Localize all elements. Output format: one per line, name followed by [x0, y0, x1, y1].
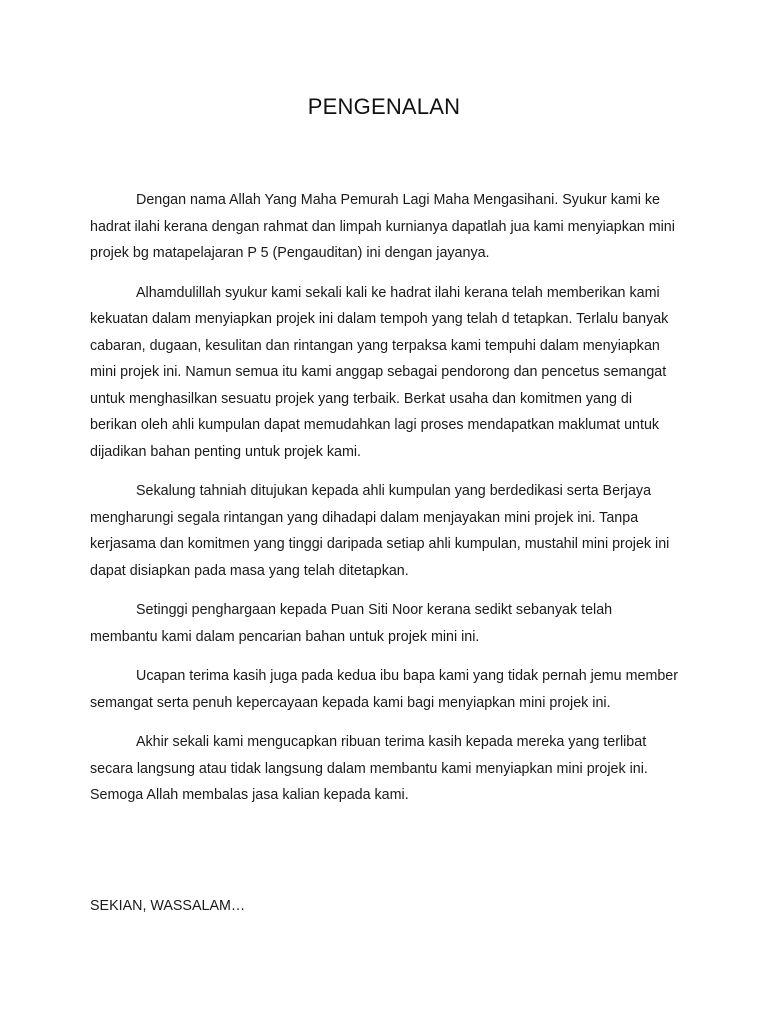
paragraph-5: Ucapan terima kasih juga pada kedua ibu bapa kami yang tidak pernah jemu member semangat serta penuh kepercayaan kepada kami bagi menyiapkan mini projek ini. — [90, 668, 679, 711]
paragraph-4: Setinggi penghargaan kepada Puan Siti Noor kerana sedikt sebanyak telah membantu kami dalam pencarian bahan untuk projek mini ini. — [90, 602, 613, 645]
paragraph-6: Akhir sekali kami mengucapkan ribuan terima kasih kepada mereka yang terlibat secara langsung atau tidak langsung dalam membantu kami menyiapkan mini projek ini. Semoga Allah membalas jasa kalian kepada kami. — [90, 734, 648, 803]
paragraph-3: Sekalung tahniah ditujukan kepada ahli kumpulan yang berdedikasi serta Berjaya mengharungi segala rintangan yang dihadapi dalam menjayakan mini projek ini. Tanpa kerjasama dan komitmen yang tinggi daripada setiap ahli kumpulan, mustahil mini projek ini dapat disiapkan pada masa yang telah ditetapkan. — [90, 483, 670, 579]
paragraph-2: Alhamdulillah syukur kami sekali kali ke hadrat ilahi kerana telah memberikan kami kekuatan dalam menyiapkan projek ini dalam tempoh yang telah d tetapkan. Terlalu banyak cabaran, dugaan, kesulitan dan rintangan yang terpaksa kami tempuhi dalam menyiapkan mini projek ini. Namun semua itu kami anggap sebagai pendorong dan pencetus semangat untuk menghasilkan sesuatu projek yang terbaik. Berkat usaha dan komitmen yang di berikan oleh ahli kumpulan dapat memudahkan lagi proses mendapatkan maklumat untuk dijadikan bahan penting untuk projek kami. — [90, 284, 669, 460]
document-body — [90, 187, 682, 822]
paragraph-1: Dengan nama Allah Yang Maha Pemurah Lagi Maha Mengasihani. Syukur kami ke hadrat ilahi kerana dengan rahmat dan limpah kurnianya dapatlah jua kami menyiapkan mini projek bg matapelajaran P 5 (Pengauditan) ini dengan jayanya. — [90, 192, 675, 261]
page-title: PENGENALAN — [307, 94, 461, 119]
closing-line: SEKIAN, WASSALAM… — [90, 898, 246, 914]
